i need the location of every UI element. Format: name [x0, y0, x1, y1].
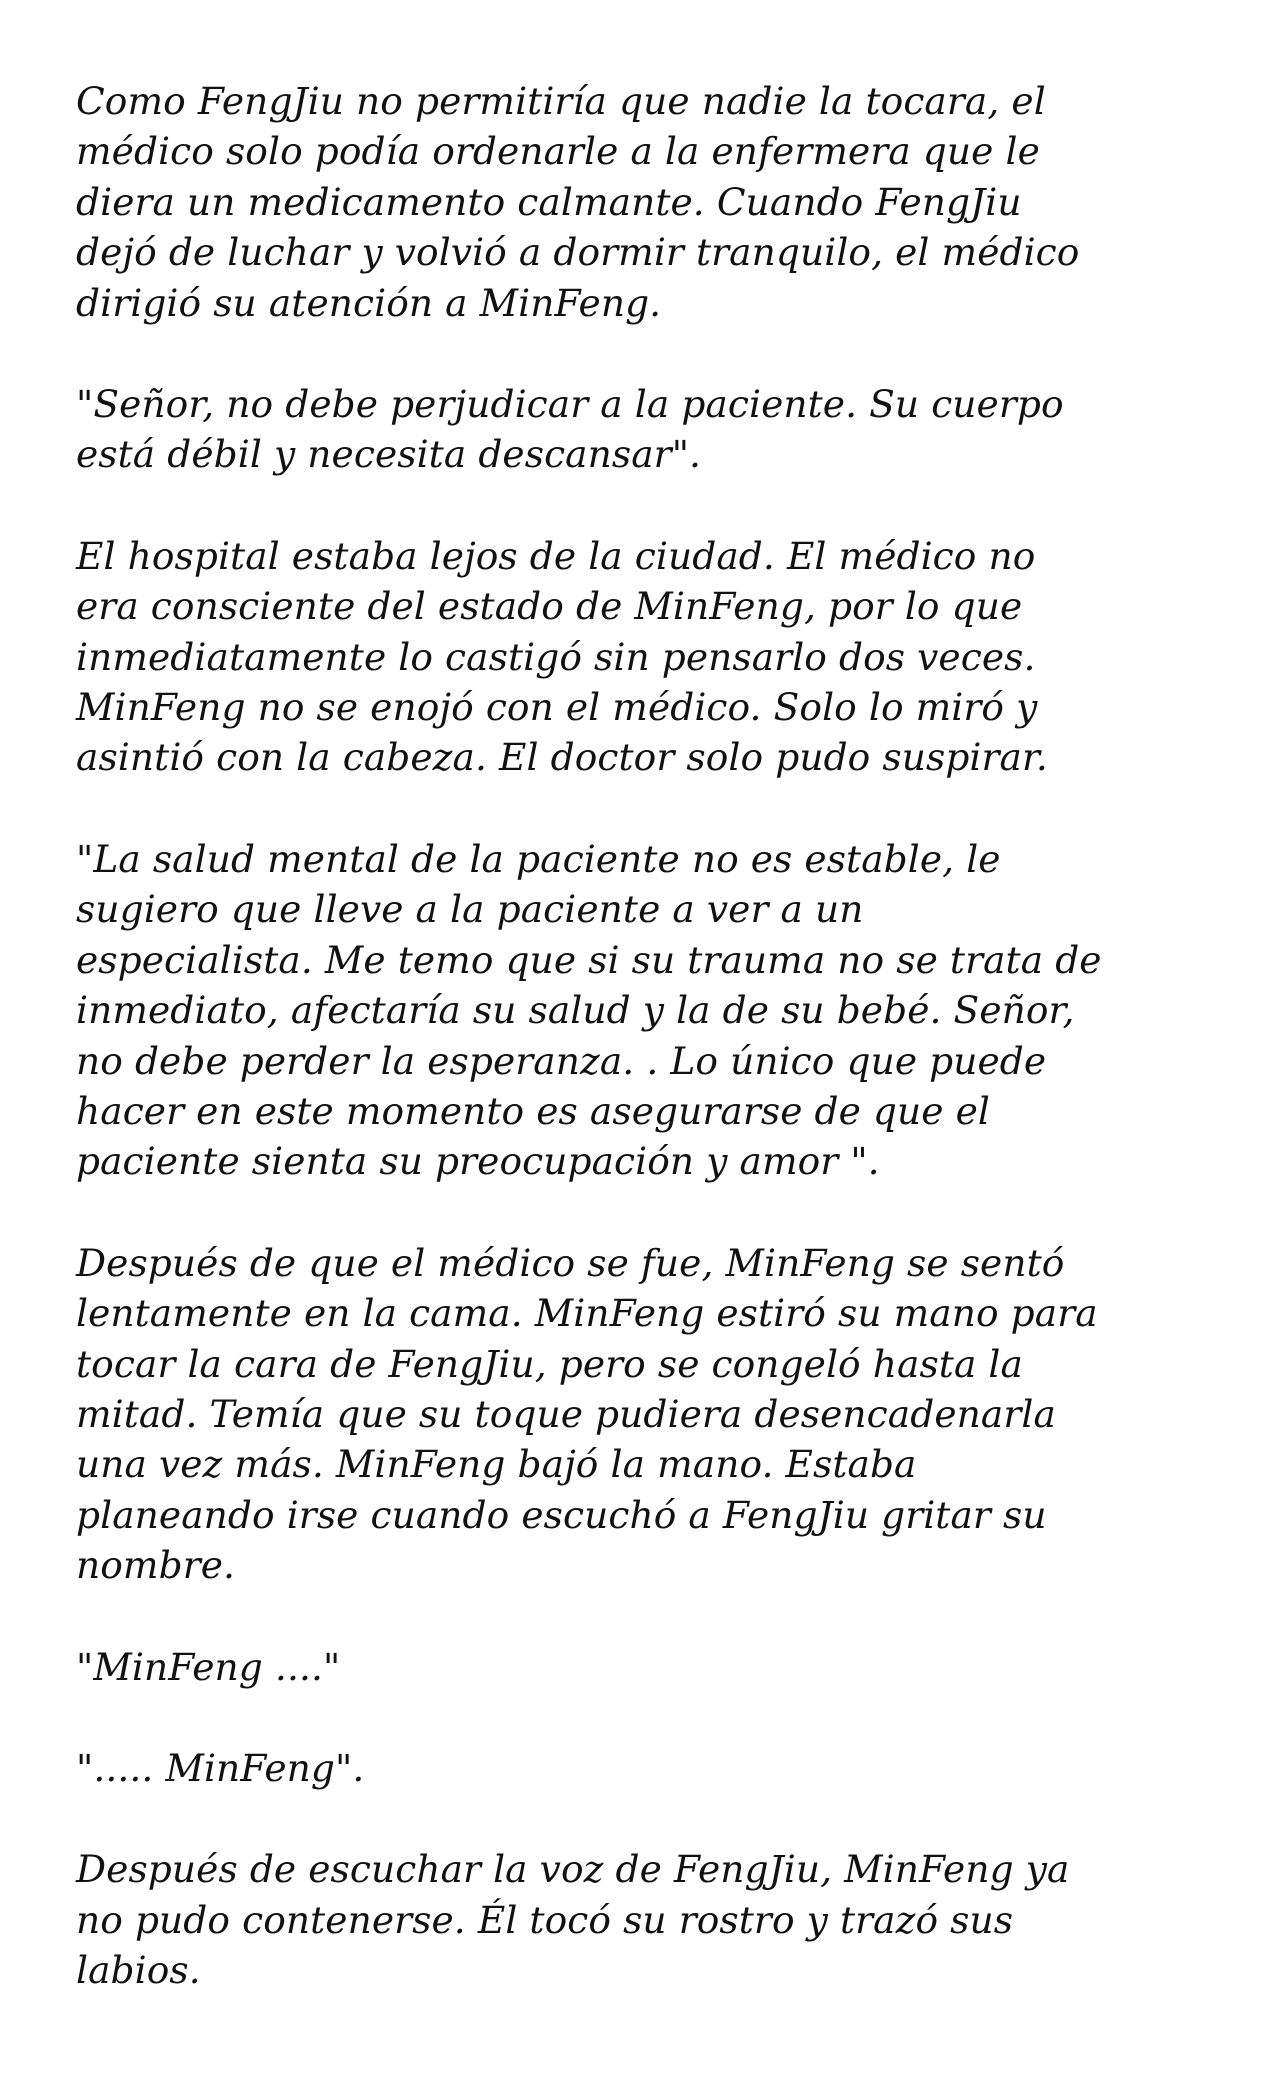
text-line: inmediatamente lo castigó sin pensarlo dos veces.	[76, 634, 1036, 679]
paragraph-3	[76, 531, 1215, 783]
paragraph-4	[76, 834, 1215, 1187]
text-line: especialista. Me temo que si su trauma no se trata de	[76, 937, 1102, 982]
text-line: hacer en este momento es asegurarse de que el	[76, 1088, 990, 1133]
text-line: Después de escuchar la voz de FengJiu, MinFeng ya	[76, 1847, 1070, 1892]
text-line: diera un medicamento calmante. Cuando FengJiu	[76, 179, 1022, 224]
text-line: tocar la cara de FengJiu, pero se congeló hasta la	[76, 1341, 1023, 1386]
text-line: médico solo podía ordenarle a la enfermera que le	[76, 129, 1040, 174]
text-line: nombre.	[76, 1543, 236, 1588]
text-line: El hospital estaba lejos de la ciudad. El médico no	[76, 533, 1036, 578]
text-line: planeando irse cuando escuchó a FengJiu gritar su	[76, 1492, 1047, 1537]
text-line: una vez más. MinFeng bajó la mano. Estaba	[76, 1442, 917, 1487]
paragraph-1	[76, 76, 1215, 328]
text-line: "Señor, no debe perjudicar a la paciente. Su cuerpo	[76, 382, 1064, 427]
paragraph-5	[76, 1238, 1215, 1591]
text-line: no debe perder la esperanza. . Lo único que puede	[76, 1038, 1047, 1083]
text-line: "La salud mental de la paciente no es estable, le	[76, 836, 1001, 881]
paragraph-7	[76, 1743, 1215, 1793]
text-line: inmediato, afectaría su salud y la de su bebé. Señor,	[76, 988, 1075, 1033]
paragraph-6	[76, 1642, 1215, 1692]
text-line: "..... MinFeng".	[76, 1745, 365, 1790]
text-line: sugiero que lleve a la paciente a ver a un	[76, 887, 864, 932]
text-line: no pudo contenerse. Él tocó su rostro y trazó sus	[76, 1897, 1014, 1942]
text-line: MinFeng no se enojó con el médico. Solo lo miró y	[76, 685, 1038, 730]
text-line: Como FengJiu no permitiría que nadie la tocara, el	[76, 79, 1046, 123]
text-line: dejó de luchar y volvió a dormir tranquilo, el médico	[76, 230, 1080, 275]
text-line: Después de que el médico se fue, MinFeng se sentó	[76, 1240, 1065, 1285]
text-line: paciente sienta su preocupación y amor ".	[76, 1139, 880, 1184]
text-line: mitad. Temía que su toque pudiera desencadenarla	[76, 1391, 1056, 1436]
text-line: labios.	[76, 1948, 201, 1993]
text-line: "MinFeng ...."	[76, 1644, 341, 1689]
paragraph-8	[76, 1844, 1215, 1995]
text-line: asintió con la cabeza. El doctor solo pudo suspirar.	[76, 735, 1048, 780]
text-line: lentamente en la cama. MinFeng estiró su mano para	[76, 1291, 1098, 1336]
paragraph-2	[76, 379, 1215, 480]
text-line: está débil y necesita descansar".	[76, 432, 702, 477]
text-line: era consciente del estado de MinFeng, por lo que	[76, 584, 1023, 629]
text-line: dirigió su atención a MinFeng.	[76, 280, 662, 325]
